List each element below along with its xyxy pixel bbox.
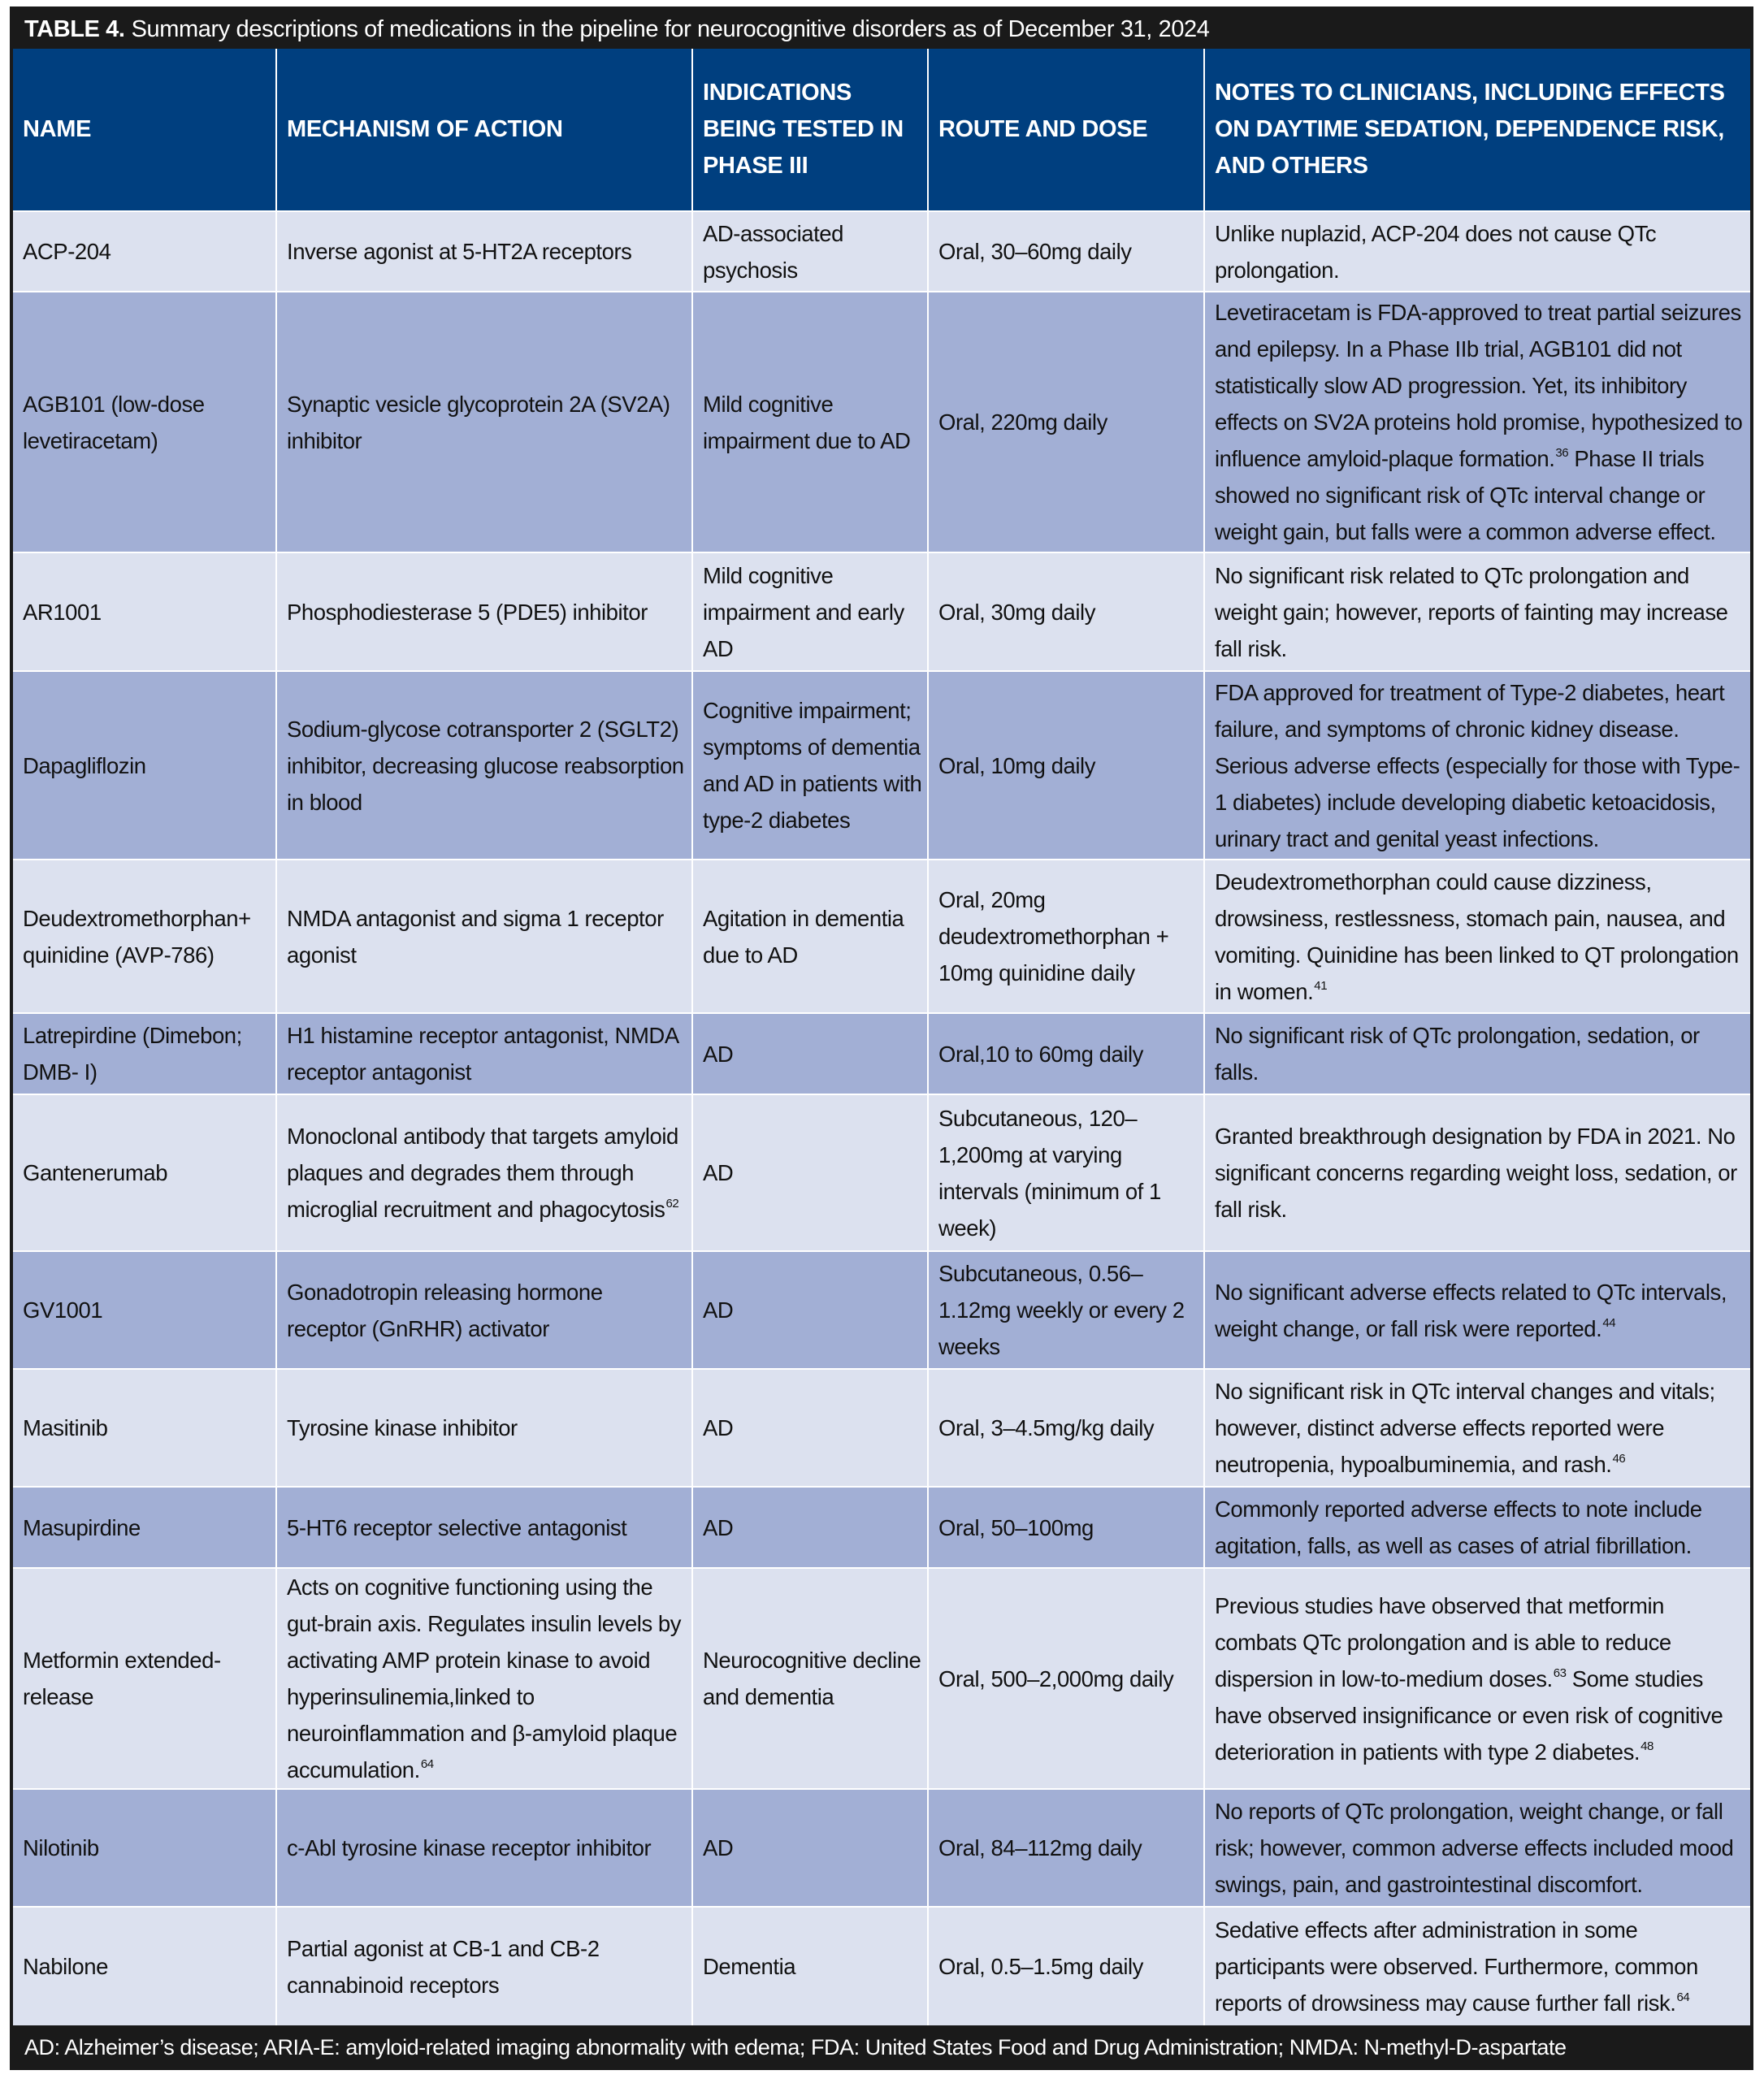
cell-dose (928, 1568, 1204, 1789)
cell-mechanism-text: Tyrosine kinase inhibitor (287, 1415, 518, 1440)
cell-mechanism-text: Partial agonist at CB-1 and CB-2 cannabinoid receptors (287, 1935, 600, 1998)
cell-notes-text: No significant risk related to QTc prolongation and weight gain; however, reports of fainting may increase fall risk. (1215, 562, 1728, 661)
cell-indication-text: Cognitive impairment; symptoms of dementia and AD in patients with type-2 diabetes (703, 698, 922, 833)
table-frame (10, 6, 1753, 2070)
cell-indication-text: AD (703, 1297, 734, 1323)
table-row (13, 1251, 1750, 1369)
cell-mechanism-text: Sodium-glycose cotransporter 2 (SGLT2) inhibitor, decreasing glucose reabsorption in blood (287, 716, 684, 815)
cell-dose-text: Oral, 500–2,000mg daily (938, 1665, 1174, 1691)
cell-mechanism-text: c-Abl tyrosine kinase receptor inhibitor (287, 1835, 652, 1860)
cell-notes (1204, 1487, 1750, 1568)
cell-notes (1204, 1369, 1750, 1487)
cell-indication-text: Agitation in dementia due to AD (703, 905, 904, 968)
cell-mechanism (276, 1789, 692, 1907)
cell-indication-text: AD (703, 1041, 734, 1067)
cell-indication (692, 1789, 928, 1907)
cell-mechanism-text: Acts on cognitive functioning using the gut-brain axis. Regulates insulin levels by activating AMP protein kinase to avoid hyperinsulinemia,linked to neuroinflammation and β-amyloid plaque accumulation. (287, 1574, 682, 1782)
cell-notes (1204, 1013, 1750, 1094)
cell-name-text: Latrepirdine (Dimebon; DMB- I) (23, 1023, 242, 1085)
cell-name-text: GV1001 (23, 1297, 103, 1323)
cell-dose (928, 1789, 1204, 1907)
cell-mechanism (276, 1369, 692, 1487)
cell-indication (692, 1907, 928, 2025)
cell-indication (692, 292, 928, 552)
cell-mechanism (276, 1487, 692, 1568)
cell-name (13, 552, 276, 671)
cell-name-text: AGB101 (low-dose levetiracetam) (23, 391, 205, 453)
cell-notes-text: Granted breakthrough designation by FDA in 2021. No significant concerns regarding weight loss, sedation, or fall risk. (1215, 1124, 1737, 1222)
cell-notes-text: Some studies have observed insignificance or even risk of cognitive deterioration in patients with type 2 diabetes. (1215, 1665, 1723, 1765)
cell-indication-text: Dementia (703, 1954, 796, 1979)
caption-text: Summary descriptions of medications in the pipeline for neurocognitive disorders as of December 31, 2024 (131, 15, 1210, 42)
cell-notes-text: Deudextromethorphan could cause dizziness, drowsiness, restlessness, stomach pain, nausea, and vomiting. Quinidine has been linked to QT prolongation in women. (1215, 868, 1739, 1004)
cell-indication (692, 671, 928, 860)
cell-indication-text: AD-associated psychosis (703, 220, 843, 283)
cell-indication (692, 211, 928, 292)
cell-indication (692, 1487, 928, 1568)
cell-mechanism (276, 552, 692, 671)
cell-name (13, 671, 276, 860)
cell-dose-text: Oral,10 to 60mg daily (938, 1041, 1143, 1067)
cell-name (13, 211, 276, 292)
cell-notes (1204, 1568, 1750, 1789)
cell-notes-text: Unlike nuplazid, ACP-204 does not cause QTc prolongation. (1215, 220, 1657, 283)
reference-superscript: 62 (665, 1197, 679, 1211)
header-mechanism: MECHANISM OF ACTION (276, 49, 692, 211)
cell-indication-text: AD (703, 1160, 734, 1185)
cell-dose (928, 1251, 1204, 1369)
cell-dose (928, 211, 1204, 292)
cell-dose (928, 552, 1204, 671)
cell-notes-text: No significant adverse effects related to QTc intervals, weight change, or fall risk were reported. (1215, 1279, 1727, 1341)
cell-indication (692, 552, 928, 671)
cell-name-text: Masupirdine (23, 1514, 141, 1540)
cell-notes (1204, 1094, 1750, 1251)
cell-notes (1204, 671, 1750, 860)
reference-superscript: 36 (1555, 446, 1569, 460)
cell-dose-text: Subcutaneous, 120–1,200mg at varying intervals (minimum of 1 week) (938, 1105, 1161, 1241)
cell-name-text: AR1001 (23, 599, 102, 625)
header-route-dose: ROUTE AND DOSE (928, 49, 1204, 211)
table-row (13, 671, 1750, 860)
cell-mechanism (276, 1568, 692, 1789)
reference-superscript: 63 (1553, 1665, 1567, 1680)
cell-notes-text: Previous studies have observed that metformin combats QTc prolongation and is able to reduce dispersion in low-to-medium doses. (1215, 1592, 1671, 1691)
table-row (13, 1487, 1750, 1568)
cell-dose (928, 1013, 1204, 1094)
cell-indication-text: AD (703, 1514, 734, 1540)
cell-notes (1204, 1251, 1750, 1369)
cell-name (13, 1013, 276, 1094)
cell-dose-text: Oral, 3–4.5mg/kg daily (938, 1415, 1155, 1440)
cell-dose (928, 1369, 1204, 1487)
table-row (13, 211, 1750, 292)
table-row (13, 292, 1750, 552)
cell-name (13, 1907, 276, 2025)
cell-dose-text: Oral, 50–100mg (938, 1514, 1094, 1540)
cell-name-text: Nabilone (23, 1954, 108, 1979)
cell-notes-text: Sedative effects after administration in some participants were observed. Furthermore, common reports of drowsiness may cause further fall risk. (1215, 1917, 1698, 2016)
cell-dose-text: Oral, 220mg daily (938, 409, 1107, 435)
cell-dose-text: Oral, 0.5–1.5mg daily (938, 1954, 1143, 1979)
table-row (13, 1568, 1750, 1789)
cell-notes (1204, 860, 1750, 1013)
cell-notes-text: Commonly reported adverse effects to note include agitation, falls, as well as cases of atrial fibrillation. (1215, 1496, 1702, 1558)
cell-notes (1204, 211, 1750, 292)
cell-name-text: Masitinib (23, 1415, 108, 1440)
cell-notes-text: FDA approved for treatment of Type-2 diabetes, heart failure, and symptoms of chronic kidney disease. Serious adverse effects (especially for those with Type-1 diabetes) include developing diabetic ketoacidosis, urinary tract and genital yeast infections. (1215, 679, 1740, 851)
header-indications: INDICATIONS BEING TESTED IN PHASE III (692, 49, 928, 211)
table-row (13, 1907, 1750, 2025)
cell-mechanism-text: 5-HT6 receptor selective antagonist (287, 1514, 627, 1540)
cell-mechanism (276, 860, 692, 1013)
cell-notes-text: No significant risk of QTc prolongation, sedation, or falls. (1215, 1023, 1700, 1085)
cell-indication (692, 860, 928, 1013)
cell-mechanism-text: Monoclonal antibody that targets amyloid plaques and degrades them through microglial recruitment and phagocytosis (287, 1124, 678, 1222)
cell-indication (692, 1013, 928, 1094)
cell-name (13, 1487, 276, 1568)
cell-dose (928, 1907, 1204, 2025)
cell-dose (928, 1094, 1204, 1251)
cell-mechanism (276, 292, 692, 552)
table-footnote: AD: Alzheimer’s disease; ARIA-E: amyloid-related imaging abnormality with edema; FDA: United States Food and Drug Administration; NMDA: N-methyl-D-aspartate (13, 2025, 1750, 2069)
cell-dose-text: Oral, 84–112mg daily (938, 1835, 1142, 1860)
reference-superscript: 64 (1676, 1990, 1690, 2004)
cell-name-text: Metformin extended-release (23, 1648, 221, 1709)
cell-dose-text: Oral, 10mg daily (938, 752, 1096, 778)
table-row (13, 1789, 1750, 1907)
header-name: NAME (13, 49, 276, 211)
cell-dose (928, 292, 1204, 552)
cell-dose-text: Oral, 20mg deudextromethorphan + 10mg quinidine daily (938, 887, 1169, 985)
reference-superscript: 48 (1640, 1739, 1653, 1753)
cell-mechanism-text: H1 histamine receptor antagonist, NMDA receptor antagonist (287, 1023, 678, 1085)
cell-indication (692, 1251, 928, 1369)
cell-notes (1204, 552, 1750, 671)
cell-name-text: Nilotinib (23, 1835, 99, 1860)
cell-mechanism-text: Phosphodiesterase 5 (PDE5) inhibitor (287, 599, 648, 625)
table-row (13, 1369, 1750, 1487)
cell-mechanism (276, 1094, 692, 1251)
cell-mechanism (276, 1251, 692, 1369)
table-row (13, 1094, 1750, 1251)
cell-name (13, 1251, 276, 1369)
header-notes: NOTES TO CLINICIANS, INCLUDING EFFECTS ON DAYTIME SEDATION, DEPENDENCE RISK, AND OTHERS (1204, 49, 1750, 211)
caption-label: TABLE 4. (24, 15, 125, 42)
cell-dose-text: Oral, 30–60mg daily (938, 239, 1132, 264)
cell-mechanism-text: Synaptic vesicle glycoprotein 2A (SV2A) inhibitor (287, 391, 670, 453)
cell-indication (692, 1568, 928, 1789)
cell-name (13, 292, 276, 552)
cell-name-text: Dapagliflozin (23, 752, 146, 778)
cell-name (13, 1789, 276, 1907)
cell-mechanism (276, 671, 692, 860)
cell-mechanism (276, 1907, 692, 2025)
cell-notes-text: No significant risk in QTc interval changes and vitals; however, distinct adverse effects reported were neutropenia, hypoalbuminemia, and rash. (1215, 1379, 1715, 1477)
cell-indication (692, 1369, 928, 1487)
cell-dose (928, 1487, 1204, 1568)
table-row (13, 552, 1750, 671)
table-body (13, 211, 1750, 2025)
cell-name (13, 1369, 276, 1487)
cell-indication-text: Mild cognitive impairment and early AD (703, 562, 904, 661)
header-row (13, 49, 1750, 211)
cell-name (13, 860, 276, 1013)
cell-name-text: ACP-204 (23, 239, 111, 264)
cell-name (13, 1568, 276, 1789)
cell-mechanism (276, 1013, 692, 1094)
cell-indication-text: AD (703, 1415, 734, 1440)
reference-superscript: 41 (1314, 978, 1328, 993)
cell-dose (928, 671, 1204, 860)
cell-name-text: Deudextromethorphan+ quinidine (AVP-786) (23, 905, 251, 968)
table-caption (13, 10, 1750, 49)
cell-mechanism (276, 211, 692, 292)
cell-indication-text: Mild cognitive impairment due to AD (703, 391, 911, 453)
cell-notes (1204, 1789, 1750, 1907)
cell-dose (928, 860, 1204, 1013)
cell-mechanism-text: Inverse agonist at 5-HT2A receptors (287, 239, 632, 264)
cell-indication-text: Neurocognitive decline and dementia (703, 1648, 921, 1709)
table-row (13, 860, 1750, 1013)
cell-dose-text: Subcutaneous, 0.56–1.12mg weekly or every 2 weeks (938, 1261, 1185, 1359)
cell-notes-text: Phase II trials showed no significant risk of QTc interval change or weight gain, but falls were a common adverse effect. (1215, 446, 1716, 544)
cell-notes-text: No reports of QTc prolongation, weight change, or fall risk; however, common adverse effects included mood swings, pain, and gastrointestinal discomfort. (1215, 1799, 1734, 1897)
cell-dose-text: Oral, 30mg daily (938, 599, 1096, 625)
cell-notes (1204, 292, 1750, 552)
cell-name (13, 1094, 276, 1251)
reference-superscript: 46 (1612, 1452, 1626, 1466)
reference-superscript: 44 (1602, 1315, 1616, 1330)
table-row (13, 1013, 1750, 1094)
cell-notes (1204, 1907, 1750, 2025)
reference-superscript: 64 (420, 1757, 434, 1771)
medications-table (13, 49, 1750, 2025)
cell-mechanism-text: NMDA antagonist and sigma 1 receptor agonist (287, 905, 664, 968)
cell-notes-text: Levetiracetam is FDA-approved to treat partial seizures and epilepsy. In a Phase IIb trial, AGB101 did not statistically slow AD progression. Yet, its inhibitory effects on SV2A proteins hold promise, hypothesized to influence amyloid-plaque formation. (1215, 300, 1743, 471)
cell-indication-text: AD (703, 1835, 734, 1860)
cell-name-text: Gantenerumab (23, 1160, 168, 1185)
cell-indication (692, 1094, 928, 1251)
cell-mechanism-text: Gonadotropin releasing hormone receptor (GnRHR) activator (287, 1279, 603, 1341)
